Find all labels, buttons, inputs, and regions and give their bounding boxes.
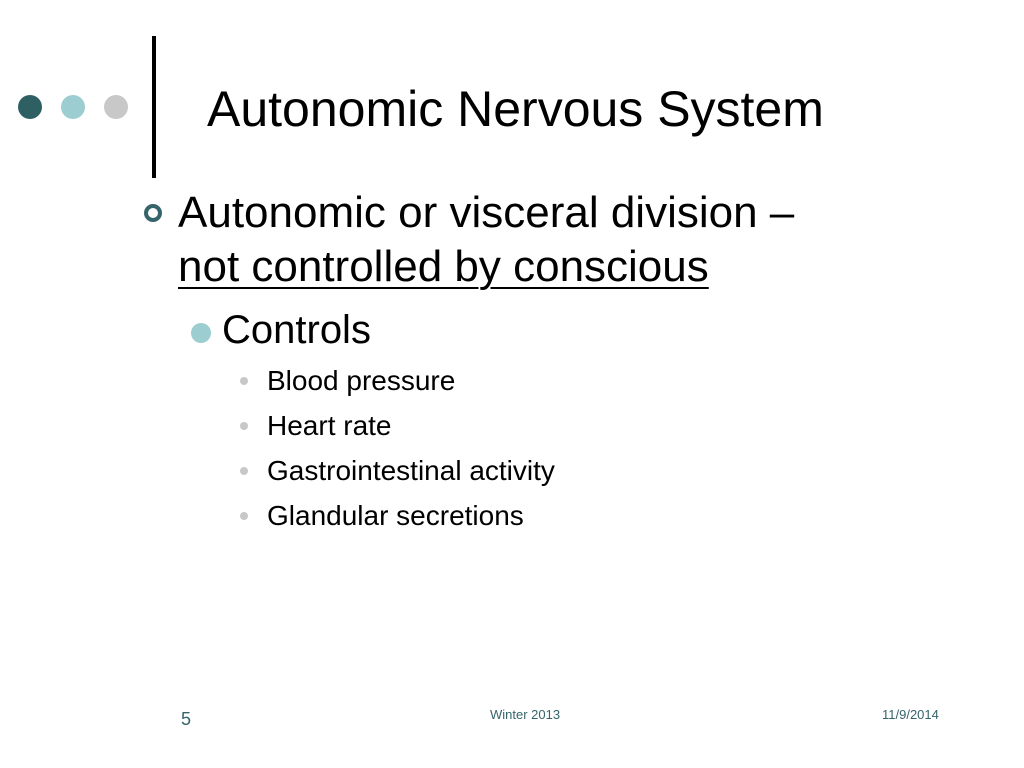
decorative-dot-gray <box>104 95 128 119</box>
slide-number: 5 <box>181 709 192 729</box>
list-item-text: Glandular secretions <box>267 500 524 531</box>
title-divider-rule <box>152 36 156 178</box>
slide-title: Autonomic Nervous System <box>207 81 824 137</box>
bullet-level-2-text: Controls <box>222 308 371 352</box>
disc-bullet-icon <box>191 323 211 343</box>
footer-date: 11/9/2014 <box>882 707 939 722</box>
list-item-text: Gastrointestinal activity <box>267 455 555 486</box>
decorative-dot-dark <box>18 95 42 119</box>
footer-text: Winter 2013 <box>490 707 561 722</box>
list-item-text: Blood pressure <box>267 365 456 396</box>
list-item-text: Heart rate <box>267 410 392 441</box>
decorative-dot-teal <box>61 95 85 119</box>
bullet-level-1-text <box>178 186 794 294</box>
small-bullet-icon <box>240 467 248 475</box>
small-bullet-icon <box>240 422 248 430</box>
ring-bullet-icon <box>144 204 162 222</box>
bullet-level-1-line-1: Autonomic or visceral division – <box>178 188 795 237</box>
small-bullet-icon <box>240 512 248 520</box>
small-bullet-icon <box>240 377 248 385</box>
bullet-level-1-line-2: not controlled by conscious <box>178 242 709 291</box>
